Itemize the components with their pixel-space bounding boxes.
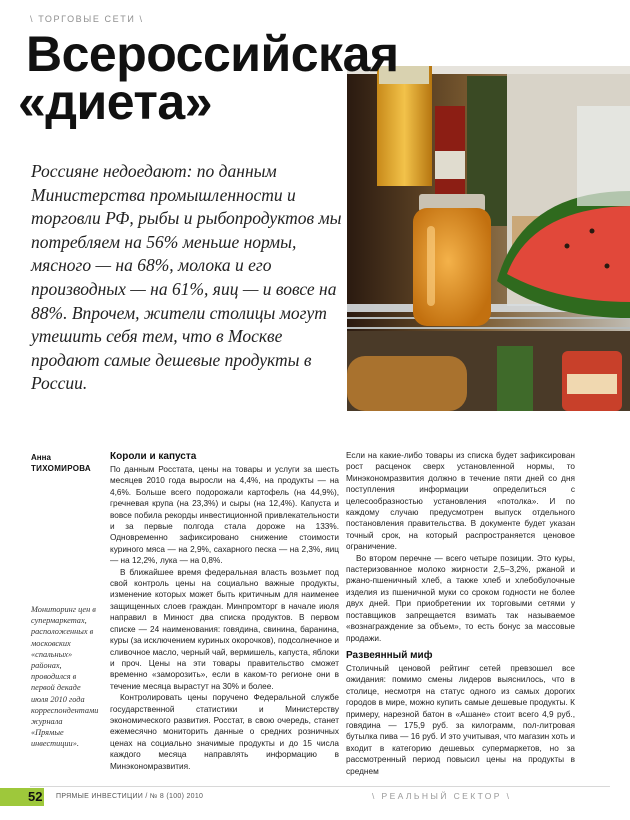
article-lead: Россияне недоедают: по данным Министерства промышленности и торговли РФ, рыбы и рыбопродуктов мы потребляем на 56% меньше нормы, мясного — на 68%, молока и его производных — на 61%, яиц — и вовсе на 88%. Впрочем, жители столицы могут утешить себя тем, что в Москве продают самые дешевые продукты в России.: [31, 161, 342, 394]
author-last-name: ТИХОМИРОВА: [31, 464, 92, 473]
text-column-2: [346, 450, 575, 777]
sidenote: Мониторинг цен в супермаркетах, расположенных в московских «спальных» районах, проводился в первой декаде июля 2010 года корреспондентами журнала «Прямые инвестиции».: [31, 605, 99, 749]
article-title: [18, 26, 399, 130]
jam-jar-highlight: [427, 226, 435, 306]
section-heading: Короли и капуста: [110, 451, 197, 462]
paragraph: Столичный ценовой рейтинг сетей превзошел все ожидания: помимо смены лидеров выяснилось, что в столице, несмотря на статус одного из самых дорогих городов в мире, можно купить самые дешевые продукты. К примеру, нарезной батон в «Ашане» стоит всего 4,9 руб., говядина — 175,9 руб. за килограмм, пол-литровая бутылка пива — 16 руб. И это учитывая, что магазин хоть и входит в категорию дешевых супермаркетов, но за рассмотренный период повысил цены на продукты в среднем: [346, 663, 575, 776]
green-bottle: [497, 346, 533, 411]
section-tag: \ ТОРГОВЫЕ СЕТИ \: [30, 14, 144, 24]
page-number: 52: [28, 789, 43, 804]
glass-pitcher: [577, 106, 630, 206]
paragraph: В ближайшее время федеральная власть возьмет под свой контроль цены на социально важные продукты, изменение которых может быть критичным для наименее защищенных слоев граждан. Минпромторг в начале июля направил в Минюст два списка продуктов. В первом списке — 24 наименования: говядина, свинина, баранина, куры (за исключением куриных окорочков), подсолнечное и сливочное масло, черный чай, вермишель, капуста, яблоки и проч. Цены на эти товары правительство сможет временно «заморозить», если в каком-то регионе они в течение месяца вырастут на 30% и более.: [110, 567, 339, 691]
paragraph: Во втором перечне — всего четыре позиции. Это куры, пастеризованное молоко жирности 2,5–3,2%, ржаной и ржано-пшеничный хлеб, а также хлеб и хлебобулочные изделия из пшеничной муки со сроком годности не более двух дней. При приобретении их торговыми сетями у поставщиков запрещается взимать так называемое «вознаграждение за объем», то есть бонус за массовые продажи.: [346, 553, 575, 643]
paragraph: Если на какие-либо товары из списка будет зафиксирован рост расценок сверх установленной нормы, то Минэкономразвития должно в течение пяти дней со дня поступления информации определиться с целесообразностью установления «потолка». И по каждому случаю предусмотрен выпуск отдельного постановления правительства. В документе будет указан точный срок, на который распространяется ценовое ограничение.: [346, 451, 575, 552]
text-column-1: [110, 450, 339, 772]
red-lid-jar-label: [567, 374, 617, 394]
jam-jar: [413, 208, 491, 326]
bread-loaf: [347, 356, 467, 411]
title-line-2: «диета»: [18, 74, 213, 130]
paragraph: По данным Росстата, цены на товары и услуги за шесть месяцев 2010 года выросли на 4,4%, на продукты — на 4,6%. Больше всего подорожали картофель (на 44,9%), гречневая крупа (на 23,3%) и сыры (на 12,4%). Капуста и вовсе побила рекорды инвестиционной привлекательности и за первые полгода стала дороже на 133%. Одновременно зафиксировано снижение стоимости куриного мяса — на 2,9%, сахарного песка — на 2,3%, яиц — на 12,2%, лука — на 0,8%.: [110, 465, 339, 566]
section-heading: Развеянный миф: [346, 649, 433, 661]
paragraph: Контролировать цены поручено Федеральной службе государственной статистики и Министерству экономического развития. Росстат, в свою очередь, станет ежемесячно мониторить данные о средних розничных ценах на социально значимые продукты и до 15 числа каждого месяца направлять информацию в Минэкономразвития.: [110, 693, 339, 771]
journal-name: ПРЯМЫЕ ИНВЕСТИЦИИ / № 8 (100) 2010: [56, 793, 204, 800]
red-bottle-label: [435, 151, 465, 179]
watermelon-seed: [565, 244, 570, 249]
title-line-1: Всероссийская: [26, 26, 399, 82]
watermelon-seed: [590, 229, 595, 234]
watermelon-seed: [605, 264, 610, 269]
author-first-name: Анна: [31, 453, 51, 462]
author-byline: [31, 452, 91, 474]
footer-divider: [30, 786, 610, 787]
section-footer: \ РЕАЛЬНЫЙ СЕКТОР \: [372, 791, 512, 801]
